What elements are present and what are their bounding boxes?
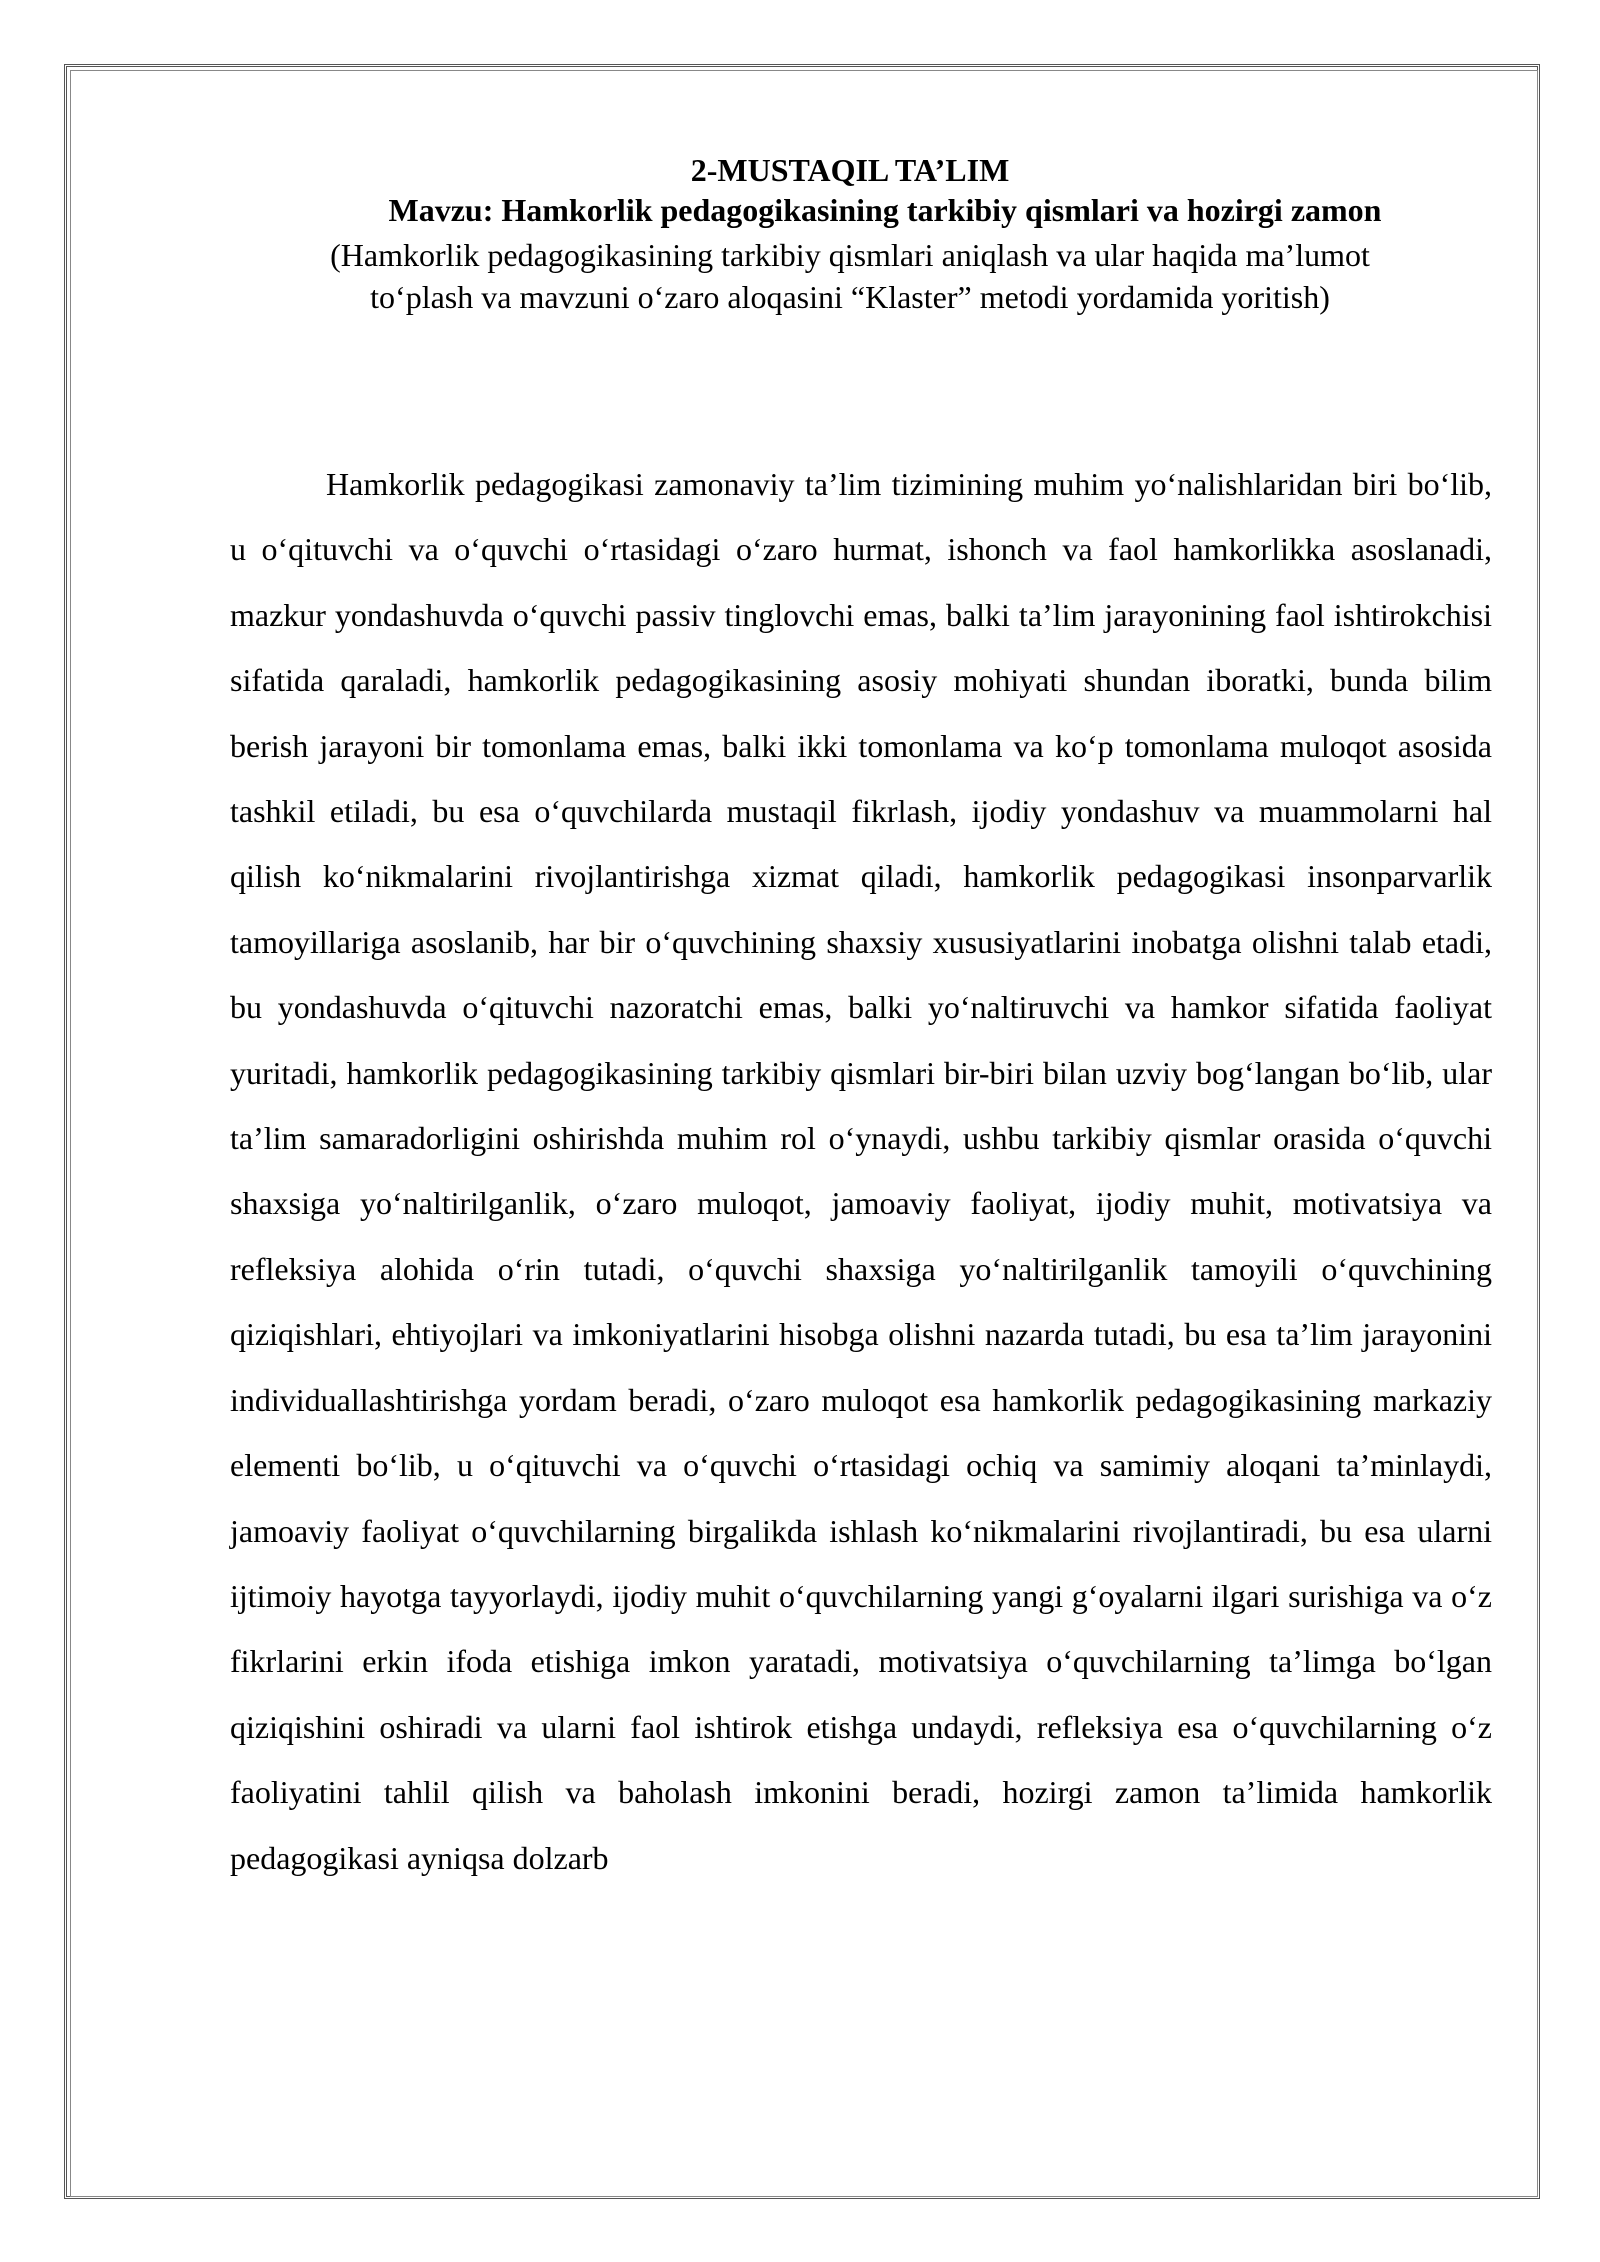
document-header <box>230 150 1470 318</box>
body-paragraph: Hamkorlik pedagogikasi zamonaviy ta’lim tizimining muhim yo‘nalishlaridan biri bo‘lib, u o‘qituvchi va o‘quvchi o‘rtasidagi o‘zaro hurmat, ishonch va faol hamkorlikka asoslanadi, mazkur yondashuvda o‘quvchi passiv tinglovchi emas, balki ta’lim jarayonining faol ishtirokchisi sifatida qaraladi, hamkorlik pedagogikasining asosiy mohiyati shundan iboratki, bunda bilim berish jarayoni bir tomonlama emas, balki ikki tomonlama va ko‘p tomonlama muloqot asosida tashkil etiladi, bu esa o‘quvchilarda mustaqil fikrlash, ijodiy yondashuv va muammolarni hal qilish ko‘nikmalarini rivojlantirishga xizmat qiladi, hamkorlik pedagogikasi insonparvarlik tamoyillariga asoslanib, har bir o‘quvchining shaxsiy xususiyatlarini inobatga olishni talab etadi, bu yondashuvda o‘qituvchi nazoratchi emas, balki yo‘naltiruvchi va hamkor sifatida faoliyat yuritadi, hamkorlik pedagogikasining tarkibiy qismlari bir-biri bilan uzviy bog‘langan bo‘lib, ular ta’lim samaradorligini oshirishda muhim rol o‘ynaydi, ushbu tarkibiy qismlar orasida o‘quvchi shaxsiga yo‘naltirilganlik, o‘zaro muloqot, jamoaviy faoliyat, ijodiy muhit, motivatsiya va refleksiya alohida o‘rin tutadi, o‘quvchi shaxsiga yo‘naltirilganlik tamoyili o‘quvchining qiziqishlari, ehtiyojlari va imkoniyatlarini hisobga olishni nazarda tutadi, bu esa ta’lim jarayonini individuallashtirishga yordam beradi, o‘zaro muloqot esa hamkorlik pedagogikasining markaziy elementi bo‘lib, u o‘qituvchi va o‘quvchi o‘rtasidagi ochiq va samimiy aloqani ta’minlaydi, jamoaviy faoliyat o‘quvchilarning birgalikda ishlash ko‘nikmalarini rivojlantiradi, bu esa ularni ijtimoiy hayotga tayyorlaydi, ijodiy muhit o‘quvchilarning yangi g‘oyalarni ilgari surishiga va o‘z fikrlarini erkin ifoda etishiga imkon yaratadi, motivatsiya o‘quvchilarning ta’limga bo‘lgan qiziqishini oshiradi va ularni faol ishtirok etishga undaydi, refleksiya esa o‘quvchilarning o‘z faoliyatini tahlil qilish va baholash imkonini beradi, hozirgi zamon ta’limida hamkorlik pedagogikasi ayniqsa dolzarb <box>230 466 1492 1876</box>
document-subtitle: (Hamkorlik pedagogikasining tarkibiy qismlari aniqlash va ular haqida ma’lumot to‘plash va mavzuni o‘zaro aloqasini “Klaster” metodi yordamida yoritish) <box>330 237 1370 315</box>
document-topic: Mavzu: Hamkorlik pedagogikasining tarkibiy qismlari va hozirgi zamon <box>388 192 1382 228</box>
document-number-title: 2-MUSTAQIL TA’LIM <box>690 152 1010 188</box>
